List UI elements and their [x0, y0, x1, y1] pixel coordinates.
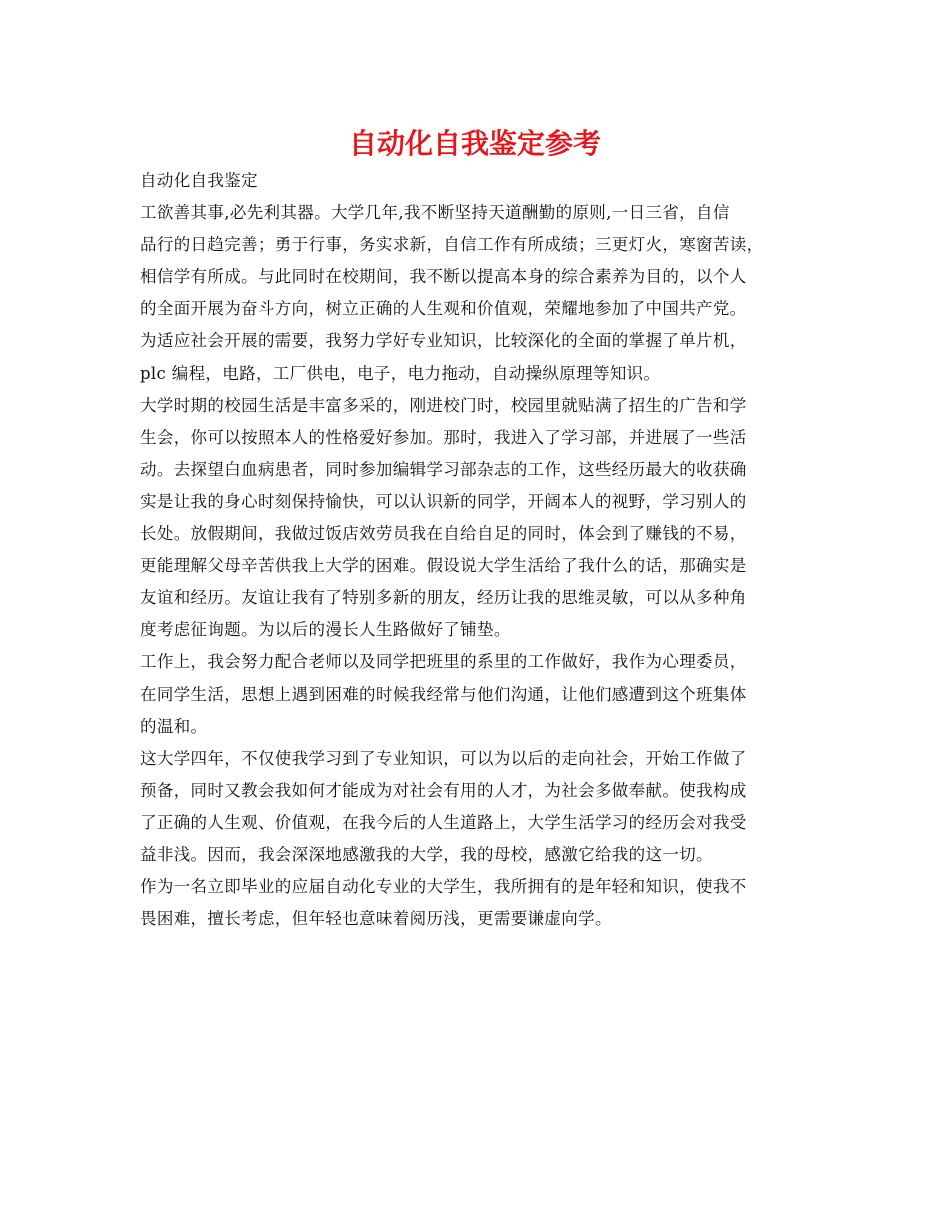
paragraph-line: 预备，同时又教会我如何才能成为对社会有用的人才，为社会多做奉献。使我构成: [140, 780, 747, 800]
paragraph-line: 畏困难，擅长考虑，但年轻也意味着阅历浅，更需要谦虚向学。: [140, 909, 612, 929]
paragraph-line: 度考虑征询题。为以后的漫长人生路做好了铺垫。: [140, 620, 511, 640]
paragraph-line: 为适应社会开展的需要，我努力学好专业知识，比较深化的全面的掌握了单片机，: [140, 331, 747, 351]
paragraph-line: 这大学四年，不仅使我学习到了专业知识，可以为以后的走向社会，开始工作做了: [140, 748, 747, 768]
paragraph-line: 的全面开展为奋斗方向，树立正确的人生观和价值观，荣耀地参加了中国共产党。: [140, 299, 747, 319]
paragraph-line: 生会，你可以按照本人的性格爱好参加。那时，我进入了学习部，并进展了一些活: [140, 427, 747, 447]
paragraph-line: 实是让我的身心时刻保持愉快，可以认识新的同学，开阔本人的视野，学习别人的: [140, 491, 747, 511]
document-body: [140, 165, 820, 935]
paragraph-line: 大学时期的校园生活是丰富多采的，刚进校门时，校园里就贴满了招生的广告和学: [140, 395, 747, 415]
paragraph-line: plc 编程，电路，工厂供电，电子，电力拖动，自动操纵原理等知识。: [140, 363, 661, 383]
paragraph-line: 长处。放假期间，我做过饭店效劳员我在自给自足的同时，体会到了赚钱的不易，: [140, 524, 747, 544]
paragraph-line: 工欲善其事,必先利其器。大学几年,我不断坚持天道酬勤的原则,一日三省，自信: [140, 203, 730, 223]
paragraph-line: 在同学生活，思想上遇到困难的时候我经常与他们沟通，让他们感遭到这个班集体: [140, 684, 747, 704]
paragraph-line: 益非浅。因而，我会深深地感激我的大学，我的母校，感激它给我的这一切。: [140, 844, 713, 864]
document-title: 自动化自我鉴定参考: [348, 127, 601, 160]
paragraph-line: 相信学有所成。与此同时在校期间，我不断以提高本身的综合素养为目的，以个人: [140, 267, 747, 287]
paragraph-line: 的温和。: [140, 716, 208, 736]
document-subheading: 自动化自我鉴定: [140, 171, 258, 190]
paragraph-line: 更能理解父母辛苦供我上大学的困难。假设说大学生活给了我什么的话，那确实是: [140, 556, 747, 576]
paragraph-line: 友谊和经历。友谊让我有了特别多新的朋友，经历让我的思维灵敏，可以从多种角: [140, 588, 747, 608]
paragraph-line: 了正确的人生观、价值观，在我今后的人生道路上，大学生活学习的经历会对我受: [140, 812, 747, 832]
paragraph-line: 工作上，我会努力配合老师以及同学把班里的系里的工作做好，我作为心理委员，: [140, 652, 747, 672]
paragraph-line: 动。去探望白血病患者，同时参加编辑学习部杂志的工作，这些经历最大的收获确: [140, 459, 747, 479]
paragraph-line: 作为一名立即毕业的应届自动化专业的大学生，我所拥有的是年轻和知识，使我不: [140, 877, 747, 897]
paragraph-line: 品行的日趋完善；勇于行事，务实求新，自信工作有所成绩；三更灯火，寒窗苦读，: [140, 235, 764, 255]
